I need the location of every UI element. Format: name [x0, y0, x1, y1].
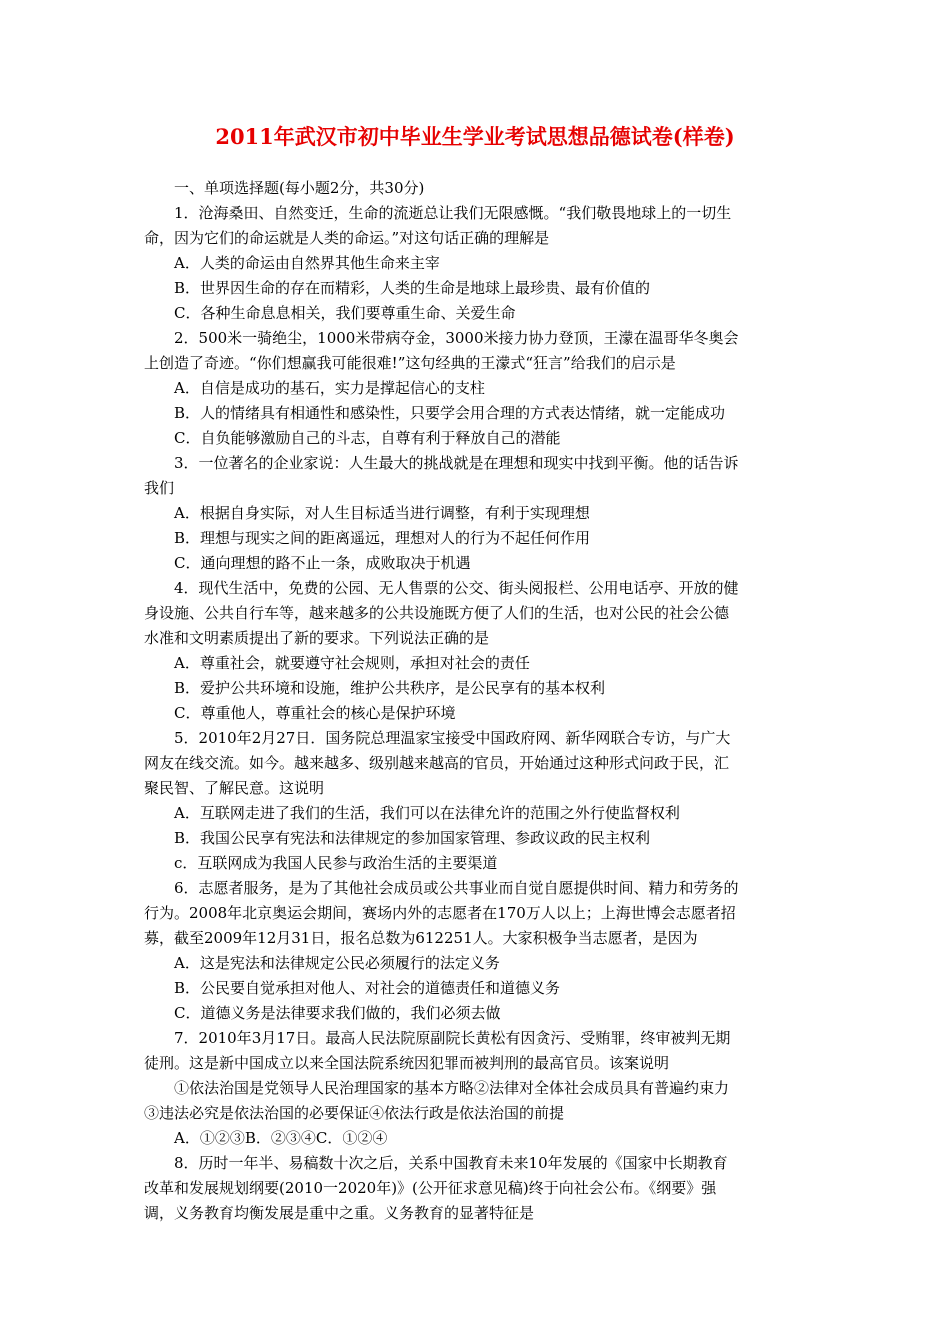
answer-option: c．互联网成为我国人民参与政治生活的主要渠道: [174, 854, 498, 872]
question-stem-line: 命，因为它们的命运就是人类的命运。”对这句话正确的理解是: [144, 229, 550, 247]
question-statement-line: ①依法治国是党领导人民治理国家的基本方略②法律对全体社会成员具有普遍约束力: [174, 1079, 730, 1097]
question-stem-line: 行为。2008年北京奥运会期间，赛场内外的志愿者在170万人以上；上海世博会志愿者招: [144, 904, 736, 922]
question-stem-line: 网友在线交流。如今。越来越多、级别越来越高的官员，开始通过这种形式问政于民，汇: [144, 754, 730, 772]
question-stem-line: 3．一位著名的企业家说：人生最大的挑战就是在理想和现实中找到平衡。他的话告诉: [174, 454, 739, 472]
question-stem-line: 改革和发展规划纲要(2010一2020年)》(公开征求意见稿)终于向社会公布。《纲要》强: [144, 1179, 717, 1197]
question-stem-line: 水准和文明素质提出了新的要求。下列说法正确的是: [144, 629, 490, 647]
document-title: 2011年武汉市初中毕业生学业考试思想品德试卷(样卷): [215, 124, 735, 149]
question-stem-line: 2．500米一骑绝尘，1000米带病夺金，3000米接力协力登顶，王濛在温哥华冬奥会: [174, 329, 739, 347]
answer-option: A．互联网走进了我们的生活，我们可以在法律允许的范围之外行使监督权利: [174, 804, 680, 822]
answer-option: A．人类的命运由自然界其他生命来主宰: [174, 254, 440, 272]
answer-option: C．道德义务是法律要求我们做的，我们必须去做: [174, 1004, 501, 1022]
answer-option: C．通向理想的路不止一条，成败取决于机遇: [174, 554, 471, 572]
question-stem-line: 募，截至2009年12月31日，报名总数为612251人。大家积极争当志愿者，是因为: [144, 929, 698, 947]
answer-option: A．根据自身实际，对人生目标适当进行调整，有利于实现理想: [174, 504, 590, 522]
question-stem-line: 我们: [144, 479, 175, 497]
answer-option: B．公民要自觉承担对他人、对社会的道德责任和道德义务: [174, 979, 561, 997]
answer-option: A．①②③B．②③④C．①②④: [174, 1129, 388, 1147]
question-stem-line: 身设施、公共自行车等，越来越多的公共设施既方便了人们的生活，也对公民的社会公德: [144, 604, 730, 622]
section-heading: 一、单项选择题(每小题2分，共30分): [174, 179, 425, 197]
answer-option: C．自负能够激励自己的斗志，自尊有利于释放自己的潜能: [174, 429, 561, 447]
question-statement-line: ③违法必究是依法治国的必要保证④依法行政是依法治国的前提: [144, 1104, 565, 1122]
question-stem-line: 徒刑。这是新中国成立以来全国法院系统因犯罪而被判刑的最高官员。该案说明: [144, 1054, 670, 1072]
answer-option: B．理想与现实之间的距离遥远，理想对人的行为不起任何作用: [174, 529, 591, 547]
answer-option: B．世界因生命的存在而精彩，人类的生命是地球上最珍贵、最有价值的: [174, 279, 651, 297]
answer-option: C．各种生命息息相关，我们要尊重生命、关爱生命: [174, 304, 516, 322]
question-stem-line: 5．2010年2月27日．国务院总理温家宝接受中国政府网、新华网联合专访，与广大: [174, 729, 731, 747]
question-stem-line: 7．2010年3月17日。最高人民法院原副院长黄松有因贪污、受贿罪，终审被判无期: [174, 1029, 731, 1047]
answer-option: B．我国公民享有宪法和法律规定的参加国家管理、参政议政的民主权利: [174, 829, 651, 847]
question-stem-line: 上创造了奇迹。“你们想赢我可能很难!”这句经典的王濛式“狂言”给我们的启示是: [144, 354, 676, 372]
question-stem-line: 调，义务教育均衡发展是重中之重。义务教育的显著特征是: [144, 1204, 535, 1222]
answer-option: A．自信是成功的基石，实力是撑起信心的支柱: [174, 379, 485, 397]
question-stem-line: 1．沧海桑田、自然变迁，生命的流逝总让我们无限感慨。“我们敬畏地球上的一切生: [174, 204, 732, 222]
answer-option: A．尊重社会，就要遵守社会规则，承担对社会的责任: [174, 654, 530, 672]
answer-option: A．这是宪法和法律规定公民必须履行的法定义务: [174, 954, 500, 972]
question-stem-line: 4．现代生活中，免费的公园、无人售票的公交、街头阅报栏、公用电话亭、开放的健: [174, 579, 739, 597]
question-stem-line: 6．志愿者服务，是为了其他社会成员或公共事业而自觉自愿提供时间、精力和劳务的: [174, 879, 739, 897]
answer-option: B．人的情绪具有相通性和感染性，只要学会用合理的方式表达情绪，就一定能成功: [174, 404, 726, 422]
question-stem-line: 聚民智、了解民意。这说明: [144, 779, 325, 797]
document-body: [144, 176, 812, 1226]
answer-option: B．爱护公共环境和设施，维护公共秩序，是公民享有的基本权利: [174, 679, 606, 697]
answer-option: C．尊重他人，尊重社会的核心是保护环境: [174, 704, 456, 722]
question-stem-line: 8．历时一年半、易稿数十次之后，关系中国教育未来10年发展的《国家中长期教育: [174, 1154, 728, 1172]
